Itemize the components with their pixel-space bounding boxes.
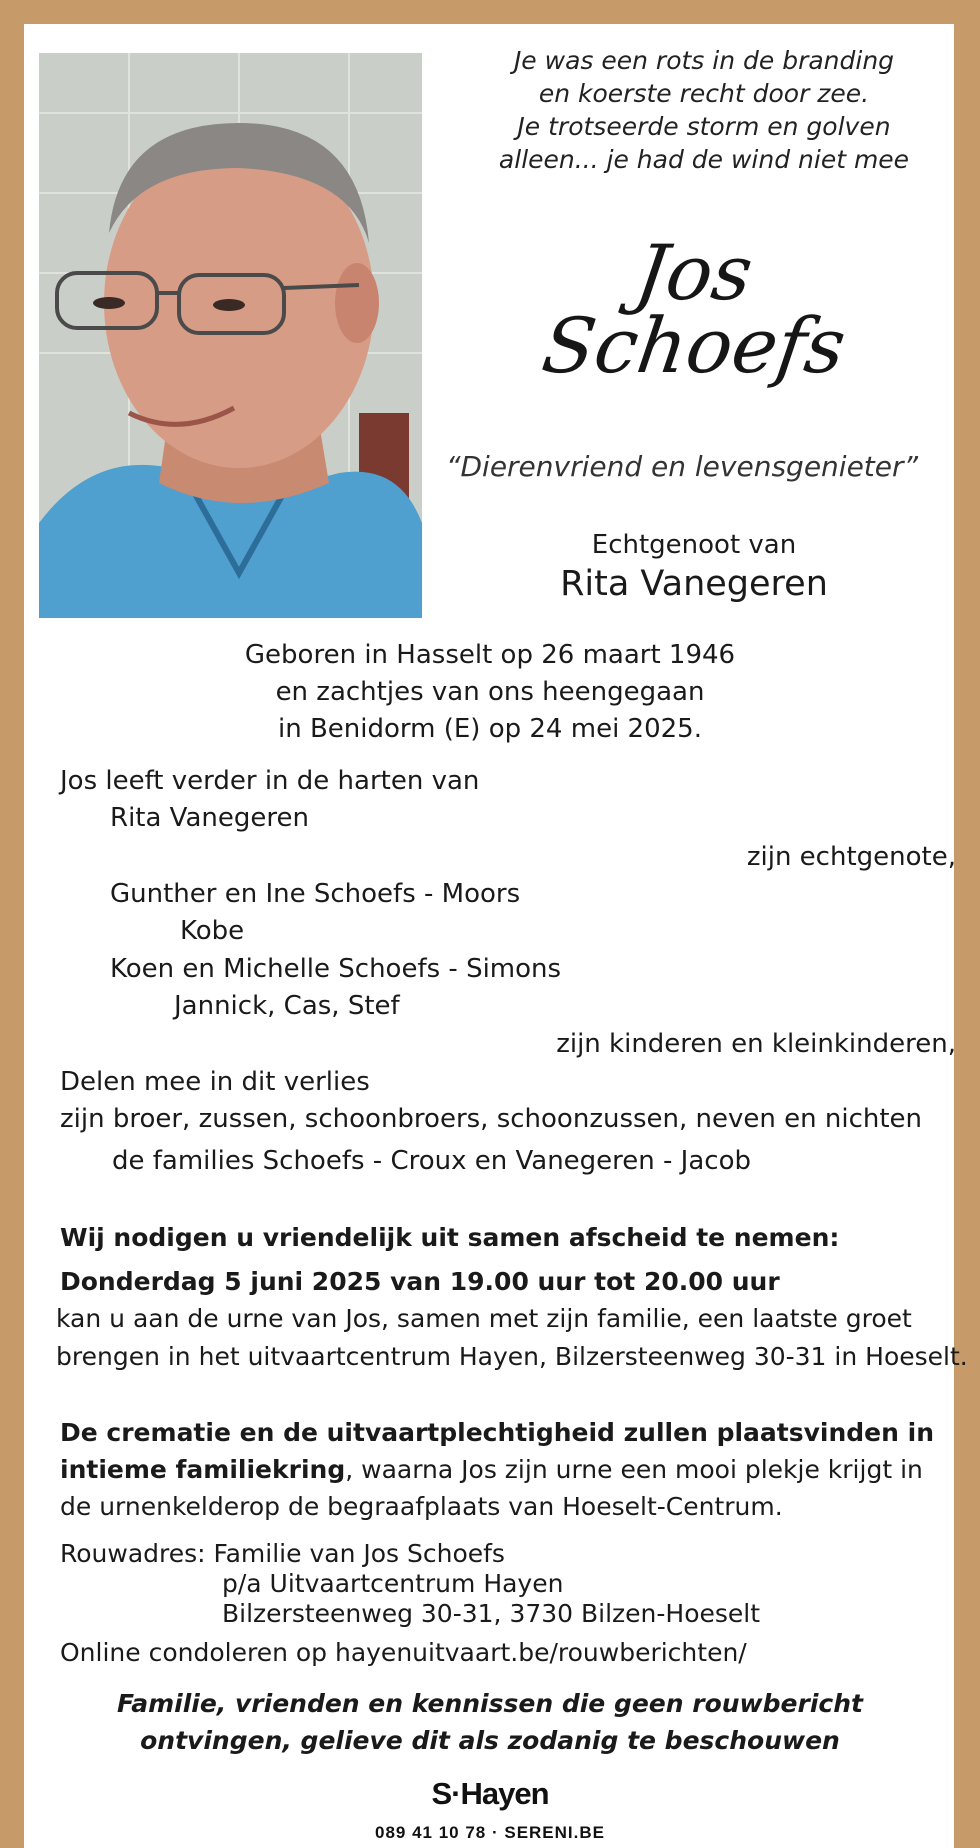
- birth-death-dates: [0, 637, 980, 748]
- portrait-photo: [39, 53, 422, 618]
- family-children-role: zijn kinderen en kleinkinderen,: [556, 1029, 956, 1059]
- dates-line: en zachtjes van ons heengegaan: [275, 677, 705, 707]
- family-grandchildren-2: Jannick, Cas, Stef: [174, 991, 400, 1021]
- cremation-line-2: [60, 1451, 923, 1488]
- invitation-when: Donderdag 5 juni 2025 van 19.00 uur tot 20.00 uur: [60, 1267, 780, 1296]
- online-condolences: Online condoleren op hayenuitvaart.be/rouwberichten/: [60, 1638, 747, 1667]
- closing-note: [0, 1685, 980, 1759]
- family-spouse: Rita Vanegeren: [110, 803, 309, 833]
- family-grandchildren-1: Kobe: [180, 916, 245, 946]
- closing-line: ontvingen, gelieve dit als zodanig te beschouwen: [140, 1726, 840, 1755]
- poem: [444, 44, 964, 176]
- family-share-intro: Delen mee in dit verlies: [60, 1067, 370, 1097]
- dates-line: in Benidorm (E) op 24 mei 2025.: [278, 714, 702, 744]
- contact-info: 089 41 10 78 · SERENI.BE: [374, 1823, 605, 1842]
- invitation-line-1: kan u aan de urne van Jos, samen met zijn familie, een laatste groet: [56, 1304, 912, 1333]
- address-line-3: Bilzersteenweg 30-31, 3730 Bilzen-Hoeselt: [222, 1599, 761, 1628]
- poem-line: Je was een rots in de branding: [513, 46, 895, 75]
- poem-line: Je trotseerde storm en golven: [517, 112, 891, 141]
- invitation-line-2: brengen in het uitvaartcentrum Hayen, Bilzersteenweg 30-31 in Hoeselt.: [56, 1342, 968, 1371]
- deceased-name: [434, 228, 954, 390]
- first-name: Jos: [630, 228, 758, 317]
- hayen-logo: S·Hayen: [431, 1776, 549, 1811]
- address-label: Rouwadres: Familie van Jos Schoefs: [60, 1539, 505, 1568]
- family-spouse-role: zijn echtgenote,: [746, 842, 956, 872]
- family-siblings: zijn broer, zussen, schoonbroers, schoonzussen, neven en nichten: [60, 1104, 923, 1134]
- cremation-rest: , waarna Jos zijn urne een mooi plekje krijgt in: [345, 1455, 923, 1484]
- cremation-line-3: de urnenkelderop de begraafplaats van Hoeselt-Centrum.: [60, 1492, 783, 1521]
- invitation-heading: Wij nodigen u vriendelijk uit samen afscheid te nemen:: [60, 1223, 840, 1252]
- cremation-line-1: De crematie en de uitvaartplechtigheid zullen plaatsvinden in: [60, 1418, 934, 1447]
- spouse-name: Rita Vanegeren: [560, 564, 828, 604]
- closing-line: Familie, vrienden en kennissen die geen rouwbericht: [117, 1689, 863, 1718]
- contact-bar: [312, 1817, 668, 1848]
- poem-line: en koerste recht door zee.: [538, 79, 870, 108]
- family-intro: Jos leeft verder in de harten van: [60, 766, 480, 796]
- motto: “Dierenvriend en levensgenieter”: [445, 450, 919, 483]
- spouse-intro: Echtgenoot van: [591, 530, 797, 560]
- address-line-2: p/a Uitvaartcentrum Hayen: [222, 1569, 564, 1598]
- family-child-2: Koen en Michelle Schoefs - Simons: [110, 954, 562, 984]
- family-child-1: Gunther en Ine Schoefs - Moors: [110, 879, 521, 909]
- cremation-bold-part: intieme familiekring: [60, 1455, 346, 1484]
- family-families: de families Schoefs - Croux en Vanegeren - Jacob: [112, 1146, 751, 1176]
- poem-line: alleen... je had de wind niet mee: [498, 145, 910, 174]
- last-name: Schoefs: [537, 301, 852, 390]
- dates-line: Geboren in Hasselt op 26 maart 1946: [244, 640, 736, 670]
